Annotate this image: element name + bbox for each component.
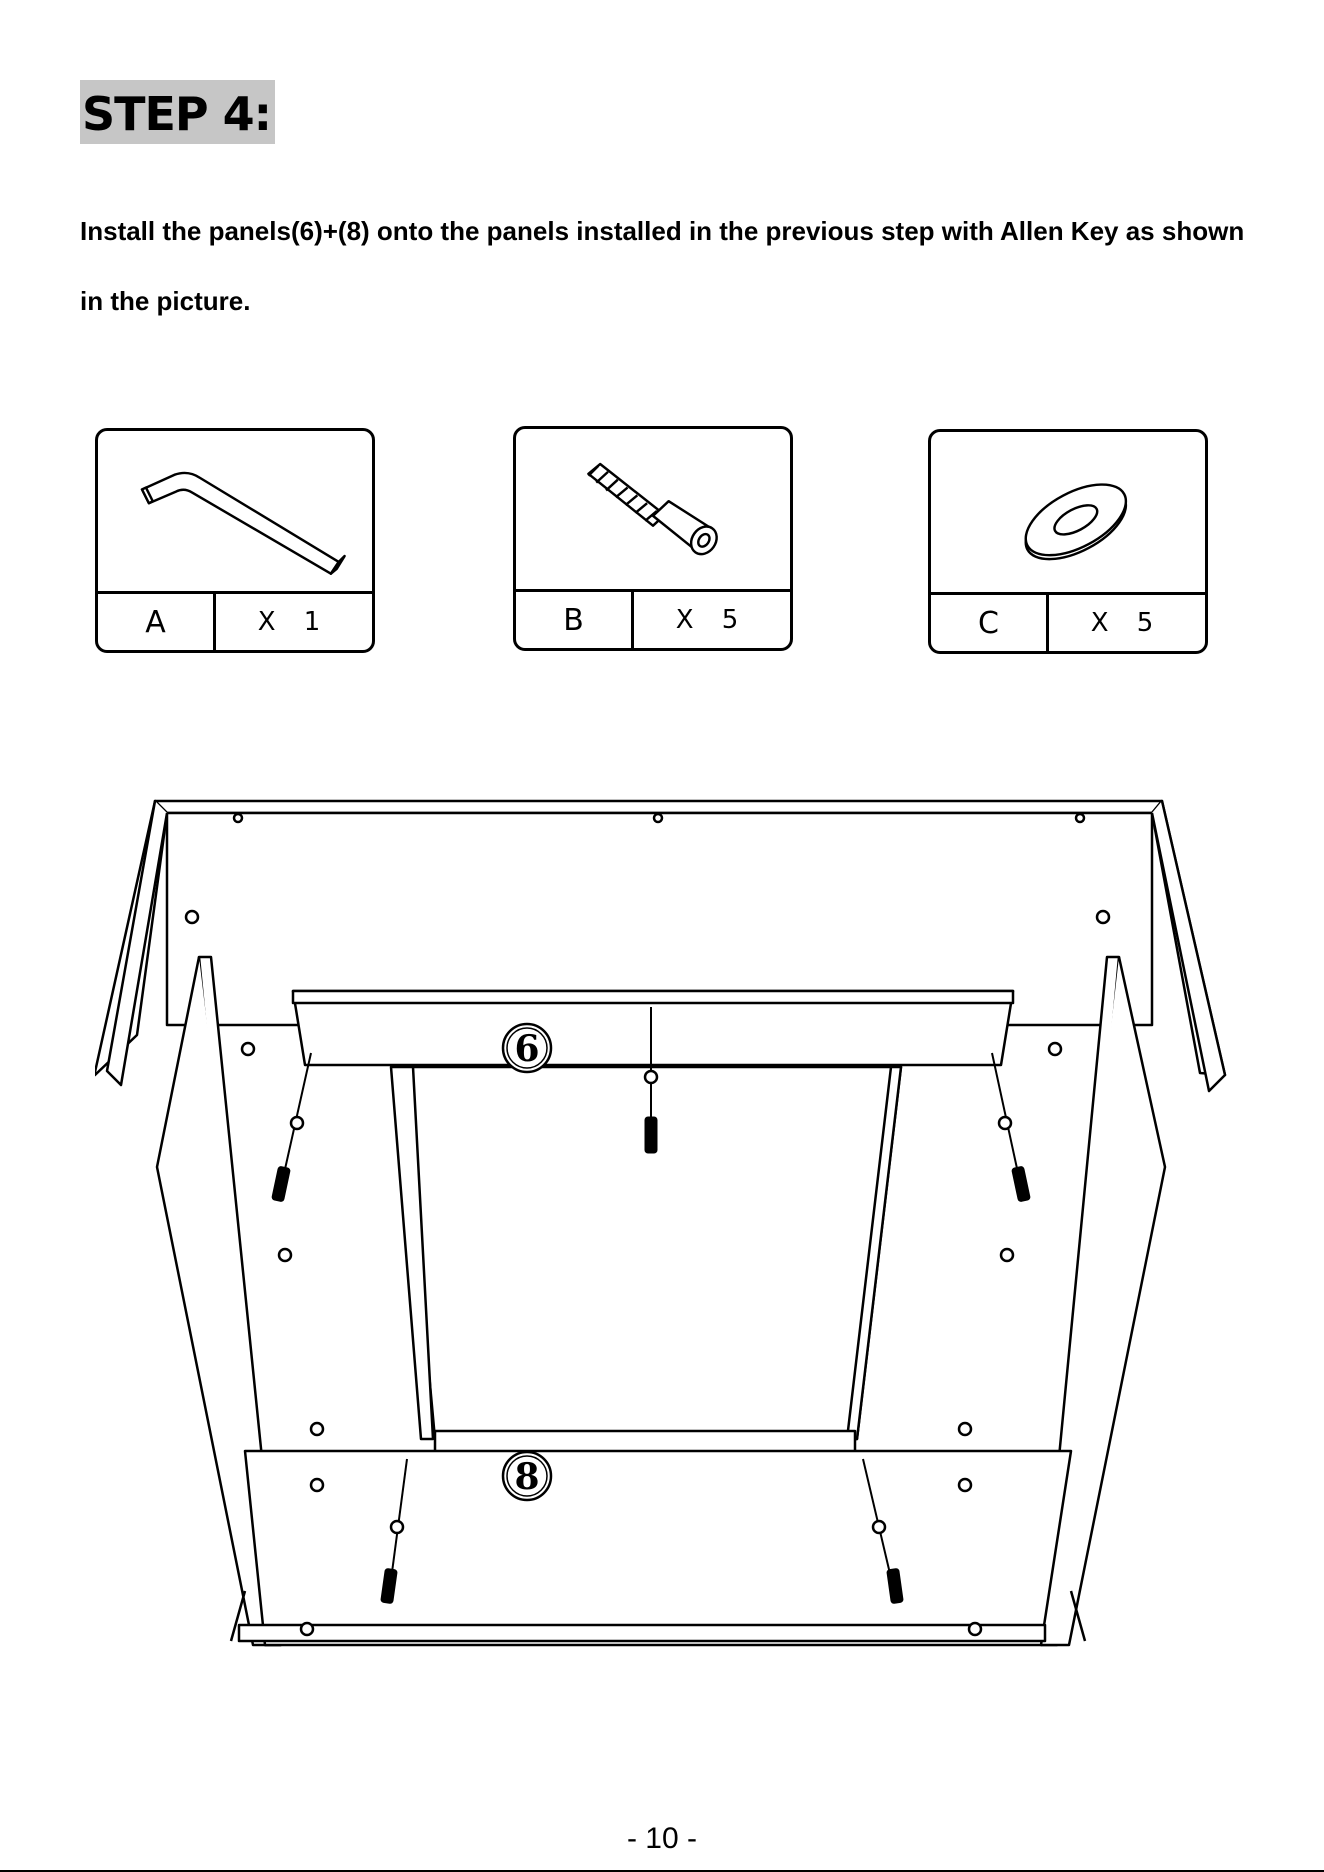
part-box-c	[928, 429, 1208, 654]
part-box-b	[513, 426, 793, 651]
allen-key-icon	[98, 431, 372, 594]
part-quantity: X 1	[257, 607, 331, 637]
part-quantity: X 5	[675, 605, 749, 635]
top-panel	[155, 801, 1162, 813]
panel-6-callout	[503, 1024, 551, 1072]
panel-8	[435, 1431, 855, 1453]
instruction-text: Install the panels(6)+(8) onto the panels installed in the previous step with Allen Key as shown in the picture.	[80, 216, 1245, 316]
part-letter: C	[931, 595, 1049, 651]
part-letter: B	[516, 592, 634, 648]
washer-icon	[931, 432, 1205, 595]
part-quantity: X 5	[1090, 608, 1164, 638]
step-title: STEP 4:	[80, 80, 275, 144]
page-number: - 10 -	[626, 1822, 698, 1855]
part-box-a	[95, 428, 375, 653]
bolt-icon	[516, 429, 790, 592]
panel-8-callout	[503, 1452, 551, 1500]
panel-6-label: 6	[514, 1028, 540, 1070]
assembly-diagram	[95, 795, 1235, 1695]
part-letter: A	[98, 594, 216, 650]
bottom-panel	[245, 1451, 1071, 1645]
panel-8-label: 8	[514, 1456, 540, 1498]
